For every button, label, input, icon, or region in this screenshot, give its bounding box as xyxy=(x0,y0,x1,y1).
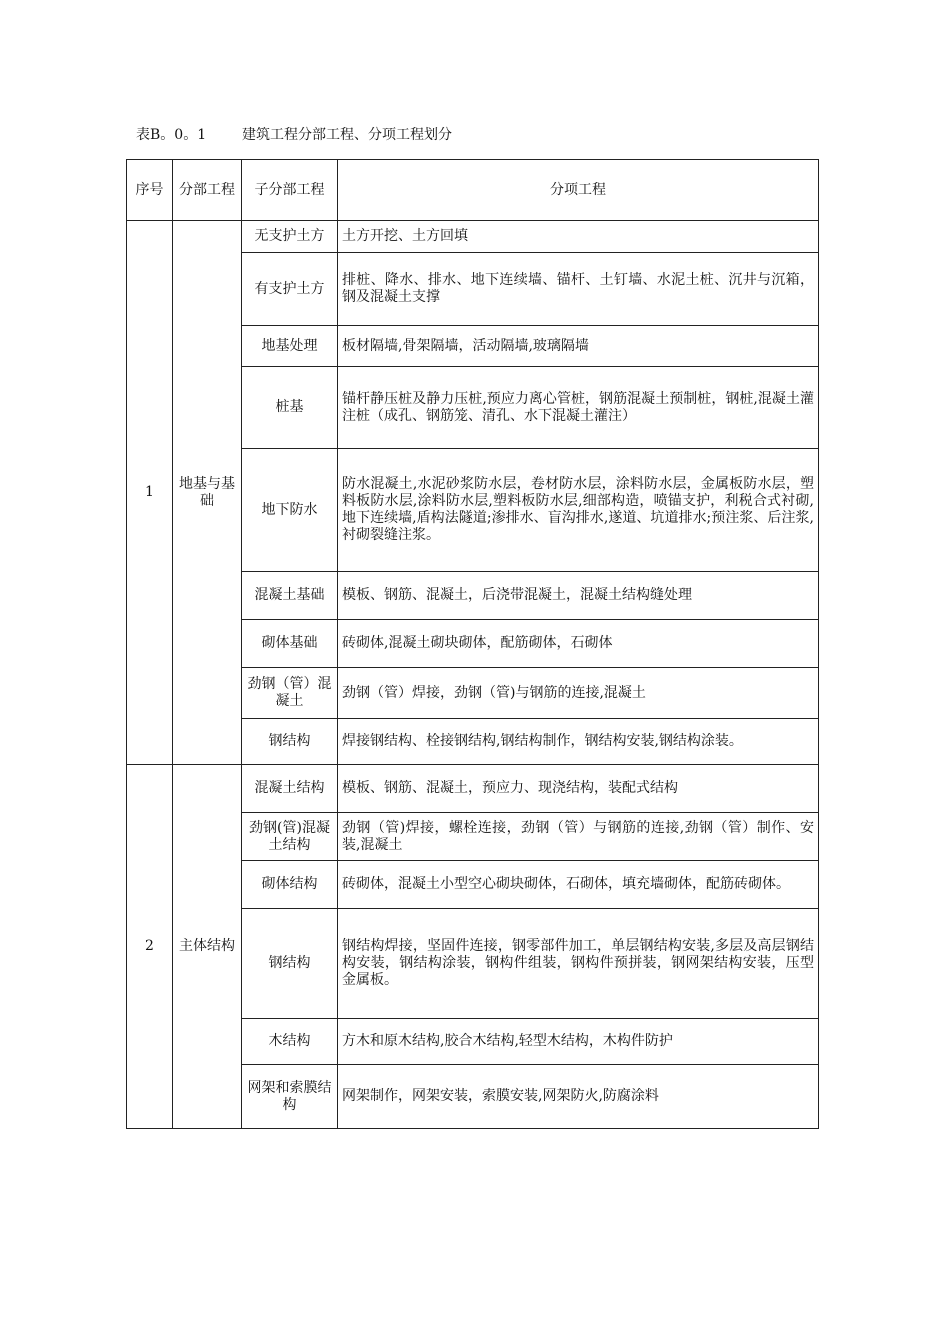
subdivision-cell: 木结构 xyxy=(242,1019,338,1065)
items-cell: 劲钢（管)焊接，螺栓连接，劲钢（管）与钢筋的连接,劲钢（管）制作、安装,混凝土 xyxy=(338,813,819,861)
header-row xyxy=(127,160,819,221)
items-cell: 模板、钢筋、混凝土，后浇带混凝土，混凝土结构缝处理 xyxy=(338,572,819,620)
items-cell: 砖砌体，混凝土小型空心砌块砌体，石砌体，填充墙砌体，配筋砖砌体。 xyxy=(338,861,819,909)
items-cell: 网架制作，网架安装，索膜安装,网架防火,防腐涂料 xyxy=(338,1065,819,1129)
header-items: 分项工程 xyxy=(338,160,819,221)
subdivision-cell: 劲钢(管)混凝土结构 xyxy=(242,813,338,861)
table-title: 建筑工程分部工程、分项工程划分 xyxy=(242,127,452,143)
items-cell: 钢结构焊接，坚固件连接，钢零部件加工，单层钢结构安装,多层及高层钢结构安装，钢结构涂装，钢构件组装，钢构件预拼装，钢网架结构安装，压型金属板。 xyxy=(338,909,819,1019)
subdivision-cell: 桩基 xyxy=(242,367,338,449)
table-number: 表B。0。1 xyxy=(136,127,207,143)
table-row xyxy=(127,221,819,253)
header-division: 分部工程 xyxy=(173,160,242,221)
subdivision-cell: 劲钢（管）混凝土 xyxy=(242,668,338,719)
items-cell: 模板、钢筋、混凝土，预应力、现浇结构，装配式结构 xyxy=(338,765,819,813)
items-cell: 焊接钢结构、栓接钢结构,钢结构制作，钢结构安装,钢结构涂装。 xyxy=(338,719,819,765)
subdivision-cell: 地基处理 xyxy=(242,326,338,367)
items-cell: 防水混凝土,水泥砂浆防水层，卷材防水层，涂料防水层，金属板防水层，塑料板防水层,涂料防水层,塑料板防水层,细部构造，喷锚支护，利税合式衬砌,地下连续墙,盾构法隧道;渗排水、盲沟排水,遂道、坑道排水;预注浆、后注浆,衬砌裂缝注浆。 xyxy=(338,449,819,572)
items-cell: 劲钢（管）焊接，劲钢（管)与钢筋的连接,混凝土 xyxy=(338,668,819,719)
group-seq: 1 xyxy=(127,221,173,765)
group-division: 地基与基础 xyxy=(173,221,242,765)
subdivision-cell: 网架和索膜结构 xyxy=(242,1065,338,1129)
header-seq: 序号 xyxy=(127,160,173,221)
subdivision-cell: 地下防水 xyxy=(242,449,338,572)
table-row xyxy=(127,765,819,813)
table-caption xyxy=(136,126,452,144)
subdivision-cell: 钢结构 xyxy=(242,909,338,1019)
header-subdivision: 子分部工程 xyxy=(242,160,338,221)
subdivision-cell: 混凝土结构 xyxy=(242,765,338,813)
items-cell: 锚杆静压桩及静力压桩,预应力离心管桩，钢筋混凝土预制桩，钢桩,混凝土灌注桩（成孔、钢筋笼、清孔、水下混凝土灌注） xyxy=(338,367,819,449)
items-cell: 板材隔墙,骨架隔墙，活动隔墙,玻璃隔墙 xyxy=(338,326,819,367)
subdivision-cell: 砌体基础 xyxy=(242,620,338,668)
division-table xyxy=(126,159,819,1129)
subdivision-cell: 无支护土方 xyxy=(242,221,338,253)
group-division: 主体结构 xyxy=(173,765,242,1129)
subdivision-cell: 有支护土方 xyxy=(242,253,338,326)
items-cell: 砖砌体,混凝土砌块砌体，配筋砌体，石砌体 xyxy=(338,620,819,668)
items-cell: 方木和原木结构,胶合木结构,轻型木结构，木构件防护 xyxy=(338,1019,819,1065)
items-cell: 排桩、降水、排水、地下连续墙、锚杆、土钉墙、水泥土桩、沉井与沉箱，钢及混凝土支撑 xyxy=(338,253,819,326)
items-cell: 土方开挖、土方回填 xyxy=(338,221,819,253)
subdivision-cell: 混凝土基础 xyxy=(242,572,338,620)
group-seq: 2 xyxy=(127,765,173,1129)
subdivision-cell: 钢结构 xyxy=(242,719,338,765)
subdivision-cell: 砌体结构 xyxy=(242,861,338,909)
